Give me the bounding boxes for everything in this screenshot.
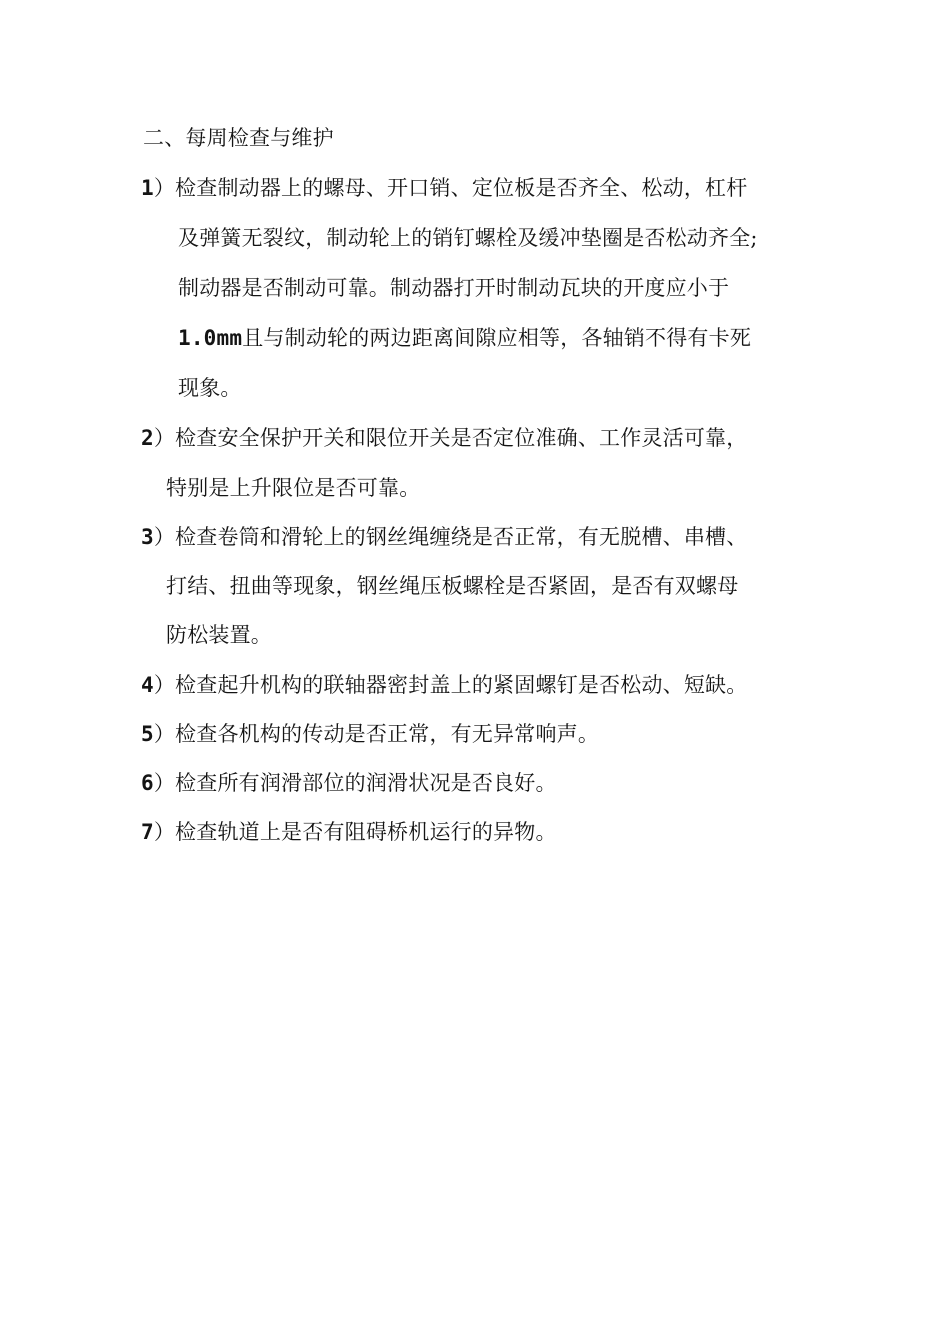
list-item-7 [141,818,557,846]
item-3-number: 3 [141,525,154,549]
list-item-1-line-3: 制动器是否制动可靠。制动器打开时制动瓦块的开度应小于 [178,276,730,300]
item-3-text-1: ）检查卷筒和滑轮上的钢丝绳缠绕是否正常，有无脱槽、串槽、 [153,525,748,549]
item-4-number: 4 [141,673,154,697]
list-item-2-line-2: 特别是上升限位是否可靠。 [166,476,421,500]
list-item-3-line-1 [141,523,747,551]
list-item-6 [141,769,557,797]
item-2-number: 2 [141,426,154,450]
item-5-number: 5 [141,722,154,746]
list-item-2-line-1 [141,424,747,452]
item-6-text: ）检查所有润滑部位的润滑状况是否良好。 [153,771,557,795]
item-5-text: ）检查各机构的传动是否正常，有无异常响声。 [153,722,600,746]
item-7-number: 7 [141,820,154,844]
list-item-3-line-3: 防松装置。 [166,623,272,647]
item-1-number: 1 [141,176,154,200]
item-2-text-1: ）检查安全保护开关和限位开关是否定位准确、工作灵活可靠， [153,426,748,450]
list-item-1-line-5: 现象。 [178,376,242,400]
list-item-5 [141,720,599,748]
list-item-3-line-2: 打结、扭曲等现象，钢丝绳压板螺栓是否紧固，是否有双螺母 [166,574,739,598]
list-item-1-line-4 [178,324,751,352]
list-item-1-line-2: 及弹簧无裂纹，制动轮上的销钉螺栓及缓冲垫圈是否松动齐全; [178,226,758,250]
item-6-number: 6 [141,771,154,795]
item-7-text: ）检查轨道上是否有阻碍桥机运行的异物。 [153,820,557,844]
item-1-text-4: 且与制动轮的两边距离间隙应相等，各轴销不得有卡死 [242,326,752,350]
list-item-1-line-1 [141,174,747,202]
item-4-text: ）检查起升机构的联轴器密封盖上的紧固螺钉是否松动、短缺。 [153,673,748,697]
list-item-4 [141,671,747,699]
item-1-text-1: ）检查制动器上的螺母、开口销、定位板是否齐全、松动，杠杆 [153,176,748,200]
item-1-measure: 1.0mm [178,326,243,350]
section-heading: 二、每周检查与维护 [143,126,334,150]
